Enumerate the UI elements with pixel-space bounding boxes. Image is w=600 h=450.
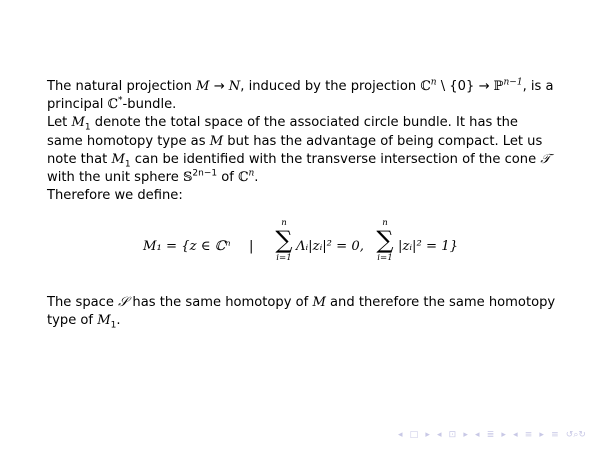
math-sub-1: 1 bbox=[110, 320, 117, 331]
paragraph-define: Therefore we define: bbox=[47, 188, 183, 204]
math-C-bb: ℂ bbox=[238, 170, 249, 186]
math-sub-1: 1 bbox=[84, 123, 91, 134]
nav-subsection-prev-icon[interactable]: ◂ bbox=[437, 430, 442, 440]
math-M: M bbox=[196, 79, 210, 94]
display-formula bbox=[47, 218, 557, 278]
math-sup-n: n bbox=[248, 168, 255, 179]
sigma-symbol: ∑ bbox=[376, 226, 394, 254]
text: -bundle. bbox=[122, 97, 177, 113]
nav-frame-prev-icon[interactable]: ◂ bbox=[398, 430, 403, 440]
nav-doc-next-icon[interactable]: ▸ bbox=[539, 430, 544, 440]
nav-subsection-next-icon[interactable]: ▸ bbox=[463, 430, 468, 440]
math-sup-2n-minus-1: 2n−1 bbox=[192, 168, 218, 179]
math-sup-star: * bbox=[118, 95, 123, 106]
sum-upper-limit: n bbox=[382, 218, 388, 228]
text: has the same homotopy of bbox=[132, 295, 309, 310]
text: and therefore the same homotopy type of bbox=[47, 295, 556, 329]
slide-content bbox=[47, 77, 557, 331]
math-sup-n-minus-1: n−1 bbox=[503, 77, 523, 88]
sum-lower-limit: i=1 bbox=[276, 253, 292, 263]
math-N: N bbox=[228, 79, 241, 94]
sum-operator-2 bbox=[370, 218, 400, 263]
nav-frame-next-icon[interactable]: ▸ bbox=[425, 430, 430, 440]
math-P-bb: ℙ bbox=[493, 79, 504, 94]
text: The space bbox=[47, 295, 114, 310]
text: , is a principal bbox=[47, 79, 554, 113]
text: of bbox=[221, 170, 234, 186]
paragraph-homotopy bbox=[47, 294, 557, 330]
math-setminus: \ bbox=[440, 79, 446, 94]
math-cal-T: 𝒯 bbox=[540, 151, 551, 167]
text: denote the total space of the associated circle bundle. It has the same homotopy type as bbox=[47, 115, 518, 149]
nav-section-prev-icon[interactable]: ◂ bbox=[475, 430, 480, 440]
formula-term-1: Λᵢ|zᵢ|² = 0, bbox=[296, 239, 364, 254]
text: The natural projection bbox=[47, 79, 192, 94]
nav-doc-prev-icon[interactable]: ◂ bbox=[513, 430, 518, 440]
formula-bar: | bbox=[249, 239, 254, 254]
math-C-bb: ℂ bbox=[420, 79, 431, 94]
text: can be identified with the transverse intersection of the cone bbox=[134, 151, 537, 167]
nav-search-icon[interactable]: ↺⌕↻ bbox=[565, 430, 586, 440]
nav-doc-icon[interactable]: ≡ bbox=[524, 430, 533, 440]
math-zero-set: {0} bbox=[449, 79, 475, 94]
formula-lhs: M₁ = {z ∈ ℂⁿ bbox=[143, 239, 231, 254]
math-M: M bbox=[111, 151, 125, 167]
sigma-symbol: ∑ bbox=[275, 226, 293, 254]
math-arrow: → bbox=[478, 79, 490, 94]
nav-align-icon[interactable]: ≡ bbox=[551, 430, 559, 440]
math-M: M bbox=[209, 133, 224, 149]
math-cal-S: 𝒮 bbox=[118, 295, 129, 310]
nav-section-next-icon[interactable]: ▸ bbox=[501, 430, 506, 440]
nav-section-icon[interactable]: ≣ bbox=[486, 430, 495, 440]
math-M: M bbox=[312, 295, 326, 310]
formula-term-2: |zᵢ|² = 1} bbox=[398, 239, 458, 254]
beamer-navigation-bar bbox=[398, 429, 586, 441]
sum-upper-limit: n bbox=[281, 218, 287, 228]
nav-subsection-icon[interactable]: ⊡ bbox=[448, 430, 457, 440]
text: with the unit sphere bbox=[47, 170, 179, 186]
text: . bbox=[116, 313, 121, 329]
math-sub-1: 1 bbox=[124, 159, 131, 170]
math-arrow: → bbox=[213, 79, 225, 94]
sum-operator-1 bbox=[269, 218, 299, 263]
math-S-bb: 𝕊 bbox=[182, 170, 193, 186]
math-sup-n: n bbox=[430, 77, 437, 88]
text: but has the advantage of being compact. Let us note that bbox=[47, 133, 543, 167]
math-M: M bbox=[97, 313, 111, 329]
paragraph-projection bbox=[47, 78, 557, 114]
paragraph-circle-bundle bbox=[47, 114, 557, 187]
text: . bbox=[254, 170, 259, 186]
nav-frame-icon[interactable]: □ bbox=[409, 430, 419, 440]
text: , induced by the projection bbox=[240, 79, 417, 94]
math-M: M bbox=[71, 115, 85, 131]
sum-lower-limit: i=1 bbox=[377, 253, 393, 263]
math-C-bb: ℂ bbox=[107, 97, 119, 113]
text: Let bbox=[47, 115, 68, 131]
